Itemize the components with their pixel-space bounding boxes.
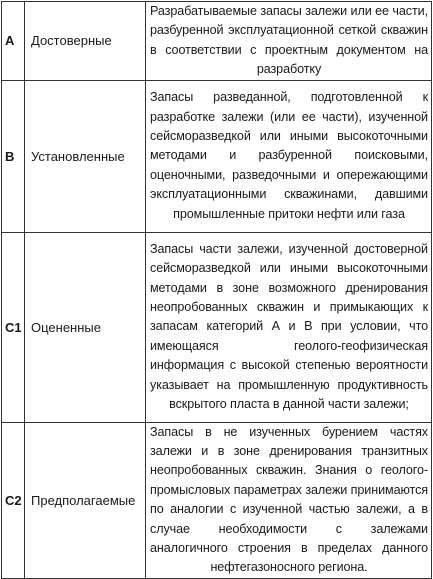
reserves-category-table	[1, 1, 432, 579]
category-description: Запасы части залежи, изученной достоверной сейсморазведкой или иными высокоточными методами в зоне возможного дренирования неопробованных скважин и примыкающих к запасам категорий А и В при условии, что имеющаяся геолого-геофизическая информация с высокой степенью вероятности указывает на промышленную продуктивность вскрытого пласта в данной части залежи;	[146, 232, 432, 422]
category-description: Разрабатываемые запасы залежи или ее части, разбуренной эксплуатационной сеткой скважин в соответствии с проектным документом на разработку	[146, 2, 432, 81]
table-row	[2, 422, 432, 578]
category-code: A	[2, 2, 25, 81]
table-row	[2, 232, 432, 422]
table-row	[2, 2, 432, 81]
category-name: Предполагаемые	[25, 422, 146, 578]
category-code: C2	[2, 422, 25, 578]
category-name: Установленные	[25, 80, 146, 232]
category-code: B	[2, 80, 25, 232]
category-description: Запасы в не изученных бурением частях залежи и в зоне дренирования транзитных неопробованных скважин. Знания о геолого-промысловых параметрах залежи принимаются по аналогии с изученной частью залежи, а в случае необходимости с залежами аналогичного строения в пределах данного нефтегазоносного региона.	[146, 422, 432, 578]
category-name: Достоверные	[25, 2, 146, 81]
category-description: Запасы разведанной, подготовленной к разработке залежи (или ее части), изученной сейсморазведкой или иными высокоточными методами и разбуренной поисковыми, оценочными, разведочными и опережающими эксплуатационными скважинами, давшими промышленные притоки нефти или газа	[146, 80, 432, 232]
table-row	[2, 80, 432, 232]
category-name: Оцененные	[25, 232, 146, 422]
category-code: C1	[2, 232, 25, 422]
